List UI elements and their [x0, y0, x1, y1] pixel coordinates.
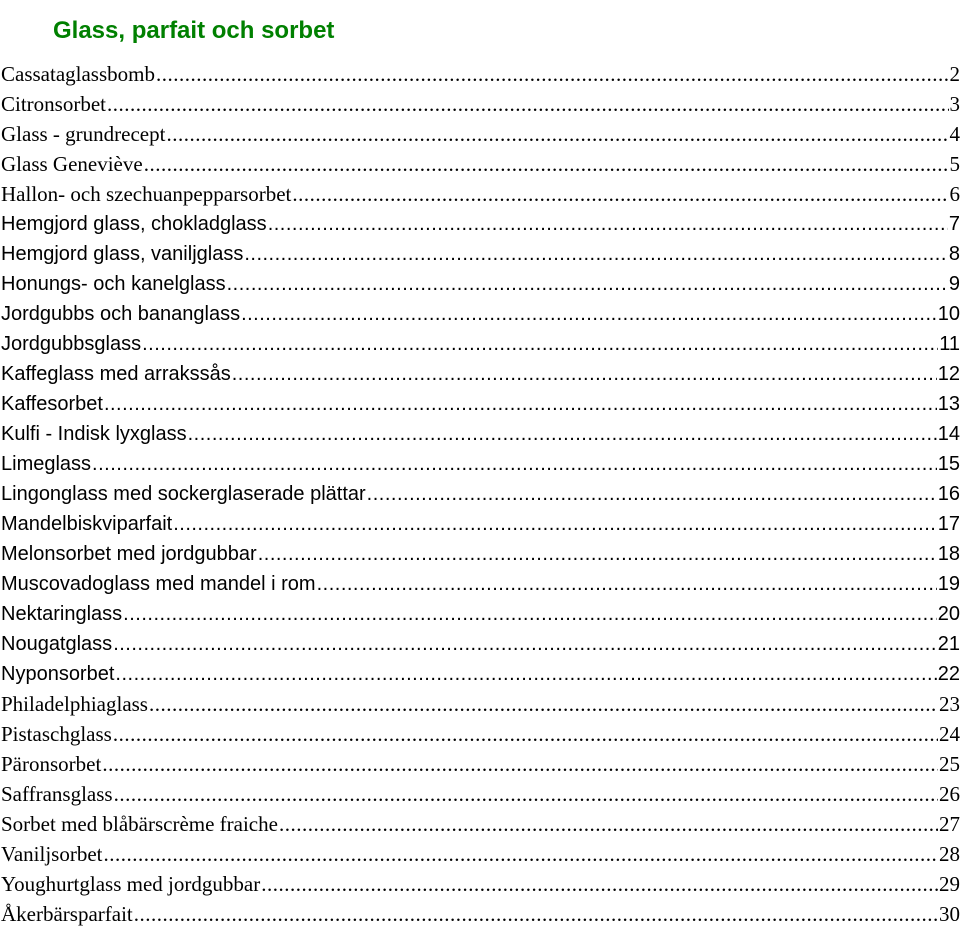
dot-leader: [166, 119, 948, 149]
toc-entry-page-number: 18: [937, 543, 960, 565]
toc-entry[interactable]: [1, 419, 960, 449]
toc-entry-title: Kaffesorbet: [1, 393, 103, 415]
toc-entry-page-number: 24: [939, 722, 960, 746]
toc-entry-page-number: 10: [937, 303, 960, 325]
dot-leader: [102, 749, 938, 779]
toc-entry-page-number: 11: [939, 333, 960, 355]
dot-leader: [92, 449, 937, 479]
toc-entry-title: Saffransglass: [1, 782, 113, 806]
dot-leader: [144, 149, 949, 179]
toc-entry[interactable]: [1, 119, 960, 149]
toc-entry-page-number: 22: [937, 663, 960, 685]
dot-leader: [227, 269, 948, 299]
dot-leader: [115, 659, 936, 689]
toc-entry-page-number: 23: [939, 692, 960, 716]
dot-leader: [188, 419, 937, 449]
toc-entry-title: Philadelphiaglass: [1, 692, 148, 716]
toc-entry-page-number: 6: [949, 182, 960, 206]
toc-entry[interactable]: [1, 299, 960, 329]
toc-entry[interactable]: [1, 509, 960, 539]
toc-entry-page-number: 7: [948, 213, 960, 235]
toc-entry-page-number: 17: [937, 513, 960, 535]
toc-entry-page-number: 28: [939, 842, 960, 866]
toc-entry-title: Lingonglass med sockerglaserade plättar: [1, 483, 366, 505]
toc-entry[interactable]: [1, 449, 960, 479]
dot-leader: [258, 539, 937, 569]
toc-entry-page-number: 30: [939, 902, 960, 926]
dot-leader: [134, 899, 938, 929]
toc-entry-page-number: 14: [937, 423, 960, 445]
dot-leader: [149, 689, 938, 719]
toc-entry-title: Youghurtglass med jordgubbar: [1, 872, 261, 896]
table-of-contents: [1, 59, 960, 929]
toc-entry-title: Vaniljsorbet: [1, 842, 103, 866]
toc-entry-title: Nektaringlass: [1, 603, 123, 625]
toc-entry[interactable]: [1, 689, 960, 719]
toc-entry[interactable]: [1, 809, 960, 839]
toc-entry[interactable]: [1, 389, 960, 419]
toc-entry-title: Melonsorbet med jordgubbar: [1, 543, 257, 565]
dot-leader: [113, 719, 938, 749]
toc-entry[interactable]: [1, 209, 960, 239]
dot-leader: [268, 209, 948, 239]
toc-entry-page-number: 19: [937, 573, 960, 595]
toc-entry[interactable]: [1, 629, 960, 659]
toc-entry[interactable]: [1, 569, 960, 599]
dot-leader: [103, 839, 938, 869]
toc-entry-title: Hallon- och szechuanpepparsorbet: [1, 182, 292, 206]
toc-entry-page-number: 16: [937, 483, 960, 505]
dot-leader: [173, 509, 937, 539]
toc-entry-title: Cassataglassbomb: [1, 62, 155, 86]
toc-entry[interactable]: [1, 89, 960, 119]
toc-entry[interactable]: [1, 239, 960, 269]
dot-leader: [261, 869, 938, 899]
dot-leader: [113, 629, 937, 659]
toc-entry-title: Pistaschglass: [1, 722, 112, 746]
toc-entry-title: Nougatglass: [1, 633, 113, 655]
toc-entry-title: Päronsorbet: [1, 752, 102, 776]
toc-entry-page-number: 5: [949, 152, 960, 176]
toc-entry[interactable]: [1, 599, 960, 629]
toc-entry[interactable]: [1, 59, 960, 89]
toc-entry-page-number: 2: [949, 62, 960, 86]
toc-entry-page-number: 26: [939, 782, 960, 806]
toc-entry[interactable]: [1, 479, 960, 509]
toc-entry-title: Åkerbärsparfait: [1, 902, 133, 926]
toc-entry-page-number: 27: [939, 812, 960, 836]
toc-entry-page-number: 4: [949, 122, 960, 146]
toc-entry[interactable]: [1, 179, 960, 209]
toc-entry-page-number: 21: [937, 633, 960, 655]
toc-entry-title: Hemgjord glass, vaniljglass: [1, 243, 244, 265]
toc-entry[interactable]: [1, 839, 960, 869]
dot-leader: [123, 599, 937, 629]
toc-entry-page-number: 8: [948, 243, 960, 265]
dot-leader: [114, 779, 938, 809]
toc-entry-title: Limeglass: [1, 453, 92, 475]
toc-entry[interactable]: [1, 539, 960, 569]
page-title: Glass, parfait och sorbet: [53, 17, 335, 45]
dot-leader: [367, 479, 937, 509]
toc-entry[interactable]: [1, 359, 960, 389]
dot-leader: [244, 239, 948, 269]
toc-entry-page-number: 9: [948, 273, 960, 295]
dot-leader: [317, 569, 937, 599]
dot-leader: [241, 299, 937, 329]
dot-leader: [107, 89, 949, 119]
toc-entry-title: Hemgjord glass, chokladglass: [1, 213, 267, 235]
toc-entry[interactable]: [1, 719, 960, 749]
toc-entry[interactable]: [1, 899, 960, 929]
toc-entry-title: Glass Geneviève: [1, 152, 143, 176]
toc-entry-title: Jordgubbsglass: [1, 333, 142, 355]
dot-leader: [156, 59, 949, 89]
toc-entry-page-number: 13: [937, 393, 960, 415]
toc-entry-page-number: 3: [949, 92, 960, 116]
toc-entry[interactable]: [1, 329, 960, 359]
dot-leader: [232, 359, 937, 389]
toc-entry-page-number: 15: [937, 453, 960, 475]
toc-entry[interactable]: [1, 269, 960, 299]
toc-entry-page-number: 12: [937, 363, 960, 385]
toc-entry-title: Nyponsorbet: [1, 663, 115, 685]
toc-entry-title: Muscovadoglass med mandel i rom: [1, 573, 316, 595]
dot-leader: [104, 389, 937, 419]
toc-entry-title: Kulfi - Indisk lyxglass: [1, 423, 187, 445]
toc-entry-page-number: 29: [939, 872, 960, 896]
toc-entry[interactable]: [1, 659, 960, 689]
toc-entry-title: Kaffeglass med arrakssås: [1, 363, 231, 385]
toc-entry[interactable]: [1, 749, 960, 779]
toc-entry[interactable]: [1, 869, 960, 899]
toc-entry-title: Mandelbiskviparfait: [1, 513, 173, 535]
toc-entry-title: Citronsorbet: [1, 92, 106, 116]
toc-entry-title: Sorbet med blåbärscrème fraiche: [1, 812, 278, 836]
toc-entry-title: Jordgubbs och bananglass: [1, 303, 241, 325]
toc-entry[interactable]: [1, 149, 960, 179]
toc-entry-page-number: 20: [937, 603, 960, 625]
toc-entry-page-number: 25: [939, 752, 960, 776]
dot-leader: [279, 809, 938, 839]
toc-entry-title: Honungs- och kanelglass: [1, 273, 226, 295]
toc-entry[interactable]: [1, 779, 960, 809]
dot-leader: [142, 329, 938, 359]
toc-entry-title: Glass - grundrecept: [1, 122, 166, 146]
dot-leader: [292, 179, 948, 209]
